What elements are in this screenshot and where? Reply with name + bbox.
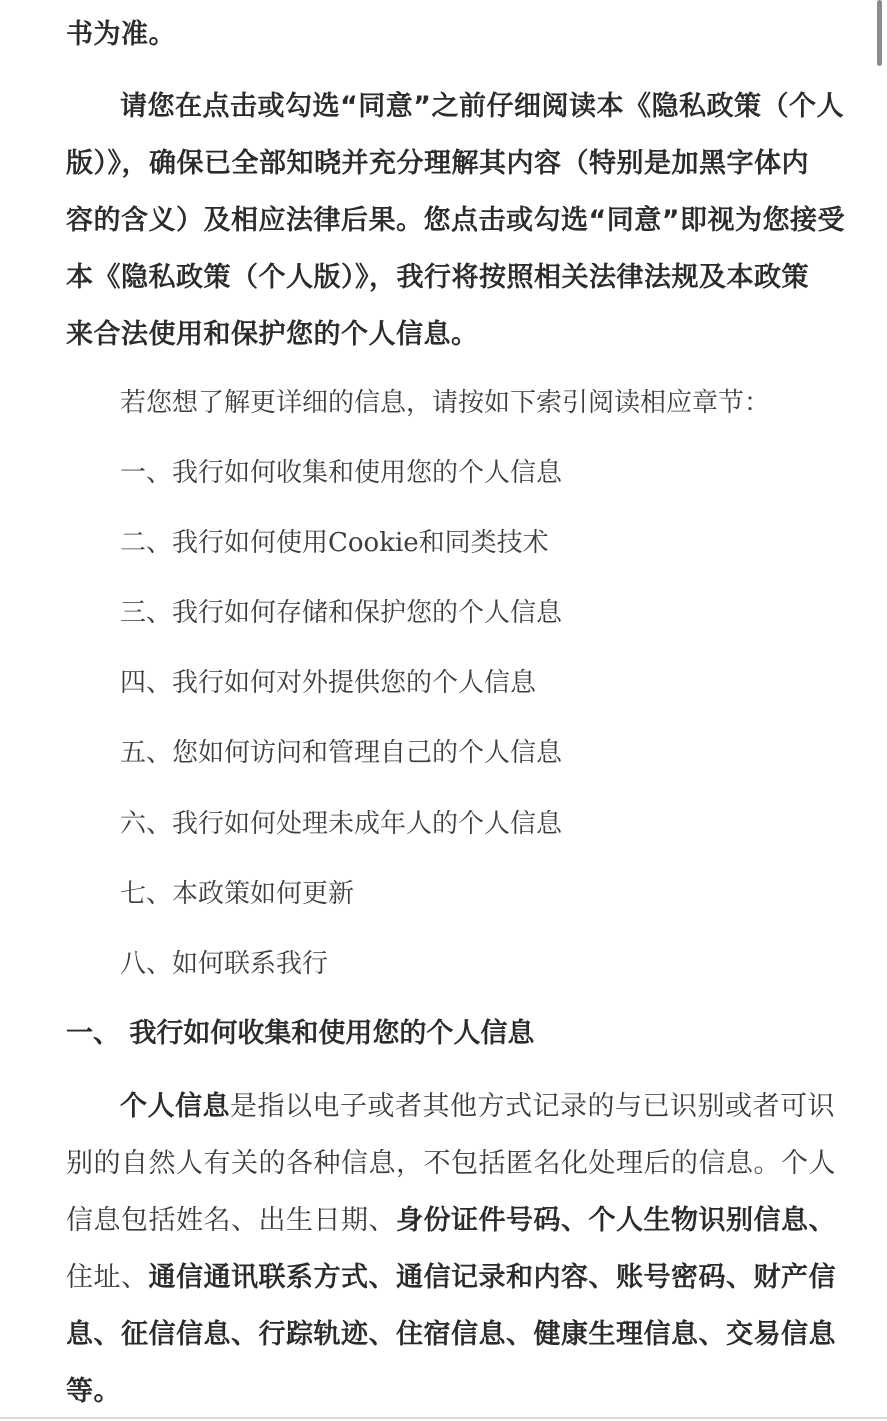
personal-info-paragraph: [66, 1078, 836, 1420]
text-line: 别的自然人有关的各种信息，不包括匿名化处理后的信息。个人: [66, 1148, 836, 1179]
consent-paragraph: [66, 78, 845, 363]
section-heading: 一、 我行如何收集和使用您的个人信息: [66, 1018, 535, 1049]
index-item-2[interactable]: 二、我行如何使用Cookie和同类技术: [120, 528, 549, 558]
text-line: [66, 1078, 835, 1135]
index-item-7[interactable]: 七、本政策如何更新: [120, 879, 355, 909]
scrollbar-thumb[interactable]: [877, 0, 882, 66]
text-line: 息、征信信息、行踪轨迹、住宿信息、健康生理信息、交易信息: [66, 1319, 836, 1350]
text-line: 来合法使用和保护您的个人信息。: [66, 319, 479, 350]
text-line: 容的含义）及相应法律后果。您点击或勾选“同意”即视为您接受: [66, 205, 845, 236]
text-run: 住址、: [66, 1262, 149, 1293]
text-line: [66, 1249, 836, 1306]
divider: [0, 1417, 887, 1419]
text-line: 请您在点击或勾选“同意”之前仔细阅读本《隐私政策（个人: [120, 91, 844, 122]
text-run: 是指以电子或者其他方式记录的与已识别或者可识: [230, 1091, 835, 1122]
index-item-3[interactable]: 三、我行如何存储和保护您的个人信息: [120, 598, 563, 628]
paragraph-continuation: [66, 6, 831, 63]
text-line: 等。: [66, 1376, 121, 1407]
text-run: 信息包括姓名、出生日期、: [66, 1205, 396, 1236]
bold-run: 通信通讯联系方式、通信记录和内容、账号密码、财产信: [148, 1262, 836, 1293]
text-line: [66, 1192, 836, 1249]
index-item-6[interactable]: 六、我行如何处理未成年人的个人信息: [120, 809, 563, 839]
term-personal-info: 个人信息: [120, 1091, 230, 1122]
index-item-1[interactable]: 一、我行如何收集和使用您的个人信息: [120, 458, 563, 488]
text-line: 版）》，确保已全部知晓并充分理解其内容（特别是加黑字体内: [66, 148, 809, 179]
text-line: 本《隐私政策（个人版）》，我行将按照相关法律法规及本政策: [66, 262, 809, 293]
bold-run: 身份证件号码、个人生物识别信息、: [396, 1205, 836, 1236]
text-line: 书为准。: [66, 19, 176, 50]
index-item-4[interactable]: 四、我行如何对外提供您的个人信息: [120, 668, 537, 698]
index-intro: 若您想了解更详细的信息，请按如下索引阅读相应章节：: [120, 388, 771, 418]
index-item-5[interactable]: 五、您如何访问和管理自己的个人信息: [120, 738, 563, 768]
index-item-8[interactable]: 八、如何联系我行: [120, 949, 329, 979]
